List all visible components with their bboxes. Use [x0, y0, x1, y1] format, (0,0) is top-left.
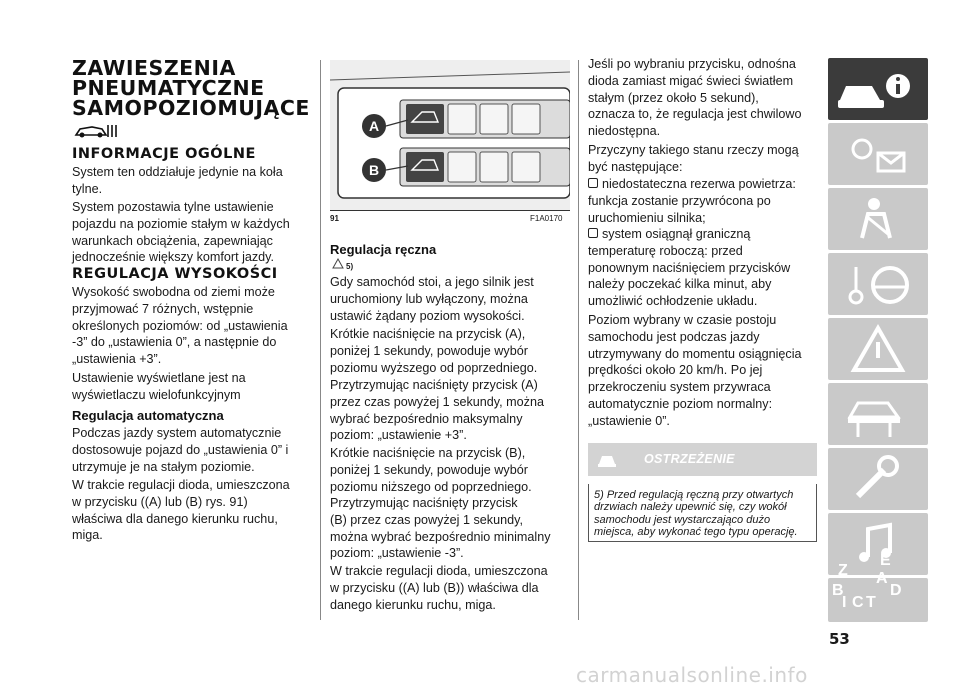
- chapter-tab-starting-driving[interactable]: [828, 253, 928, 315]
- figure-number: 91: [330, 214, 339, 223]
- paragraph: Przytrzymując naciśnięty przycisk (B) przez czas powyżej 1 sekundy, można wybrać bezpośrednio minimalny poziom: „ustawienie -3”.: [330, 496, 551, 561]
- paragraph: Przyczyny takiego stanu rzeczy mogą być następujące:: [588, 143, 799, 174]
- index-letter: A: [876, 570, 888, 587]
- watermark: carmanualsonline.info: [576, 663, 808, 687]
- chapter-tab-emergency[interactable]: [828, 318, 928, 380]
- paragraph: Poziom wybrany w czasie postoju samochodu jest podczas jazdy utrzymywany do momentu osiągnięcia prędkości około 20 km/h. Po jej przekroczeniu system przywraca automatycznie poziom normalny: „ustawienie 0”.: [588, 313, 802, 428]
- suspension-car-icon: [74, 123, 120, 139]
- chapter-tab-maintenance[interactable]: [828, 383, 928, 445]
- seatbelt-icon: [828, 188, 928, 250]
- car-info-icon: [828, 58, 928, 120]
- subheading-manual: Regulacja ręczna: [330, 242, 437, 257]
- label-a: A: [368, 118, 380, 134]
- warning-note-icon: [332, 258, 344, 270]
- figure-91: [330, 60, 570, 211]
- paragraph: W trakcie regulacji dioda, umieszczona w przycisku ((A) lub (B) rys. 91) właściwa dla danego kierunku ruchu, miga.: [72, 478, 290, 543]
- chapter-tab-vehicle-info[interactable]: [828, 58, 928, 120]
- car-warning-icon: [596, 450, 618, 470]
- page-title: ZAWIESZENIA PNEUMATYCZNE SAMOPOZIOMUJĄCE: [72, 56, 310, 120]
- bullet-square-icon: [588, 178, 598, 188]
- paragraph: Gdy samochód stoi, a jego silnik jest uruchomiony lub wyłączony, można ustawić żądany poziom wysokości.: [330, 275, 534, 323]
- page-number: 53: [829, 630, 850, 648]
- paragraph: W trakcie regulacji dioda, umieszczona w przycisku ((A) lub (B)) właściwa dla danego kierunku ruchu, miga.: [330, 564, 548, 612]
- paragraph: Krótkie naciśnięcie na przycisk (B), poniżej 1 sekundy, powoduje wybór poziomu niższego od poprzedniego.: [330, 446, 532, 494]
- wrench-icon: [828, 448, 928, 510]
- subheading-automatic: Regulacja automatyczna: [72, 408, 224, 423]
- figure-code: F1A0170: [530, 214, 563, 223]
- chapter-tab-safety[interactable]: [828, 188, 928, 250]
- index-letter: E: [880, 552, 891, 569]
- warning-lights-icon: [828, 123, 928, 185]
- column-divider: [578, 60, 579, 620]
- index-letter: B: [832, 582, 844, 599]
- paragraph: System ten oddziałuje jedynie na koła tylne.: [72, 165, 283, 196]
- chapter-tab-technical-data[interactable]: [828, 448, 928, 510]
- key-steering-icon: [828, 253, 928, 315]
- paragraph: Krótkie naciśnięcie na przycisk (A), poniżej 1 sekundy, powoduje wybór poziomu wyższego od poprzedniego.: [330, 327, 538, 375]
- chapter-tab-index[interactable]: [828, 552, 928, 622]
- section-heading-height: REGULACJA WYSOKOŚCI: [72, 266, 278, 282]
- index-letter: C: [852, 594, 864, 611]
- bullet-item: niedostateczna rezerwa powietrza: funkcja zostanie przywrócona po uruchomieniu silnika;: [588, 177, 796, 225]
- index-letter: T: [866, 594, 876, 611]
- label-b: B: [368, 162, 380, 178]
- index-letter: Z: [838, 562, 848, 579]
- switch-panel-illustration: [330, 60, 570, 210]
- index-letter: D: [890, 582, 902, 599]
- warning-label: OSTRZEŻENIE: [644, 452, 735, 466]
- car-lift-icon: [828, 383, 928, 445]
- column-divider: [320, 60, 321, 620]
- chapter-tab-lights-messages[interactable]: [828, 123, 928, 185]
- note-reference: 5): [346, 262, 354, 271]
- section-heading-general: INFORMACJE OGÓLNE: [72, 146, 256, 162]
- warning-triangle-icon: [828, 318, 928, 380]
- paragraph: System pozostawia tylne ustawienie pojazdu na poziomie stałym w każdych warunkach obciążenia, zapewniając jednocześnie większy komfort jazdy.: [72, 200, 290, 265]
- bullet-item: system osiągnął graniczną temperaturę roboczą: przed ponownym naciśnięciem przycisków należy poczekać kilka minut, aby umożliwić ochłodzenie układu.: [588, 227, 791, 309]
- paragraph: Przytrzymując naciśnięty przycisk (A) przez czas powyżej 1 sekundy, można wybrać bezpośrednio maksymalny poziom: „ustawienie +3”.: [330, 378, 544, 443]
- paragraph: Jeśli po wybraniu przycisku, odnośna dioda zamiast migać świeci światłem stałym (przez około 5 sekund), oznacza to, że regulacja jest chwilowo niedostępna.: [588, 57, 802, 139]
- index-letter: I: [842, 594, 847, 611]
- warning-text: 5) Przed regulacją ręczną przy otwartych drzwiach należy upewnić się, czy wokół samochodu jest wystarczająco dużo miejsca, aby wykonać tego typu operację.: [594, 489, 798, 539]
- paragraph: Podczas jazdy system automatycznie dostosowuje pojazd do „ustawienia 0” i utrzymuje je na stałym poziomie.: [72, 426, 289, 474]
- paragraph: Ustawienie wyświetlane jest na wyświetlaczu wielofunkcyjnym: [72, 371, 246, 402]
- bullet-square-icon: [588, 228, 598, 238]
- paragraph: Wysokość swobodna od ziemi może przyjmować 7 różnych, wstępnie określonych poziomów: od „ustawienia -3” do „ustawienia 0”, a następnie do „ustawienia +3”.: [72, 285, 288, 367]
